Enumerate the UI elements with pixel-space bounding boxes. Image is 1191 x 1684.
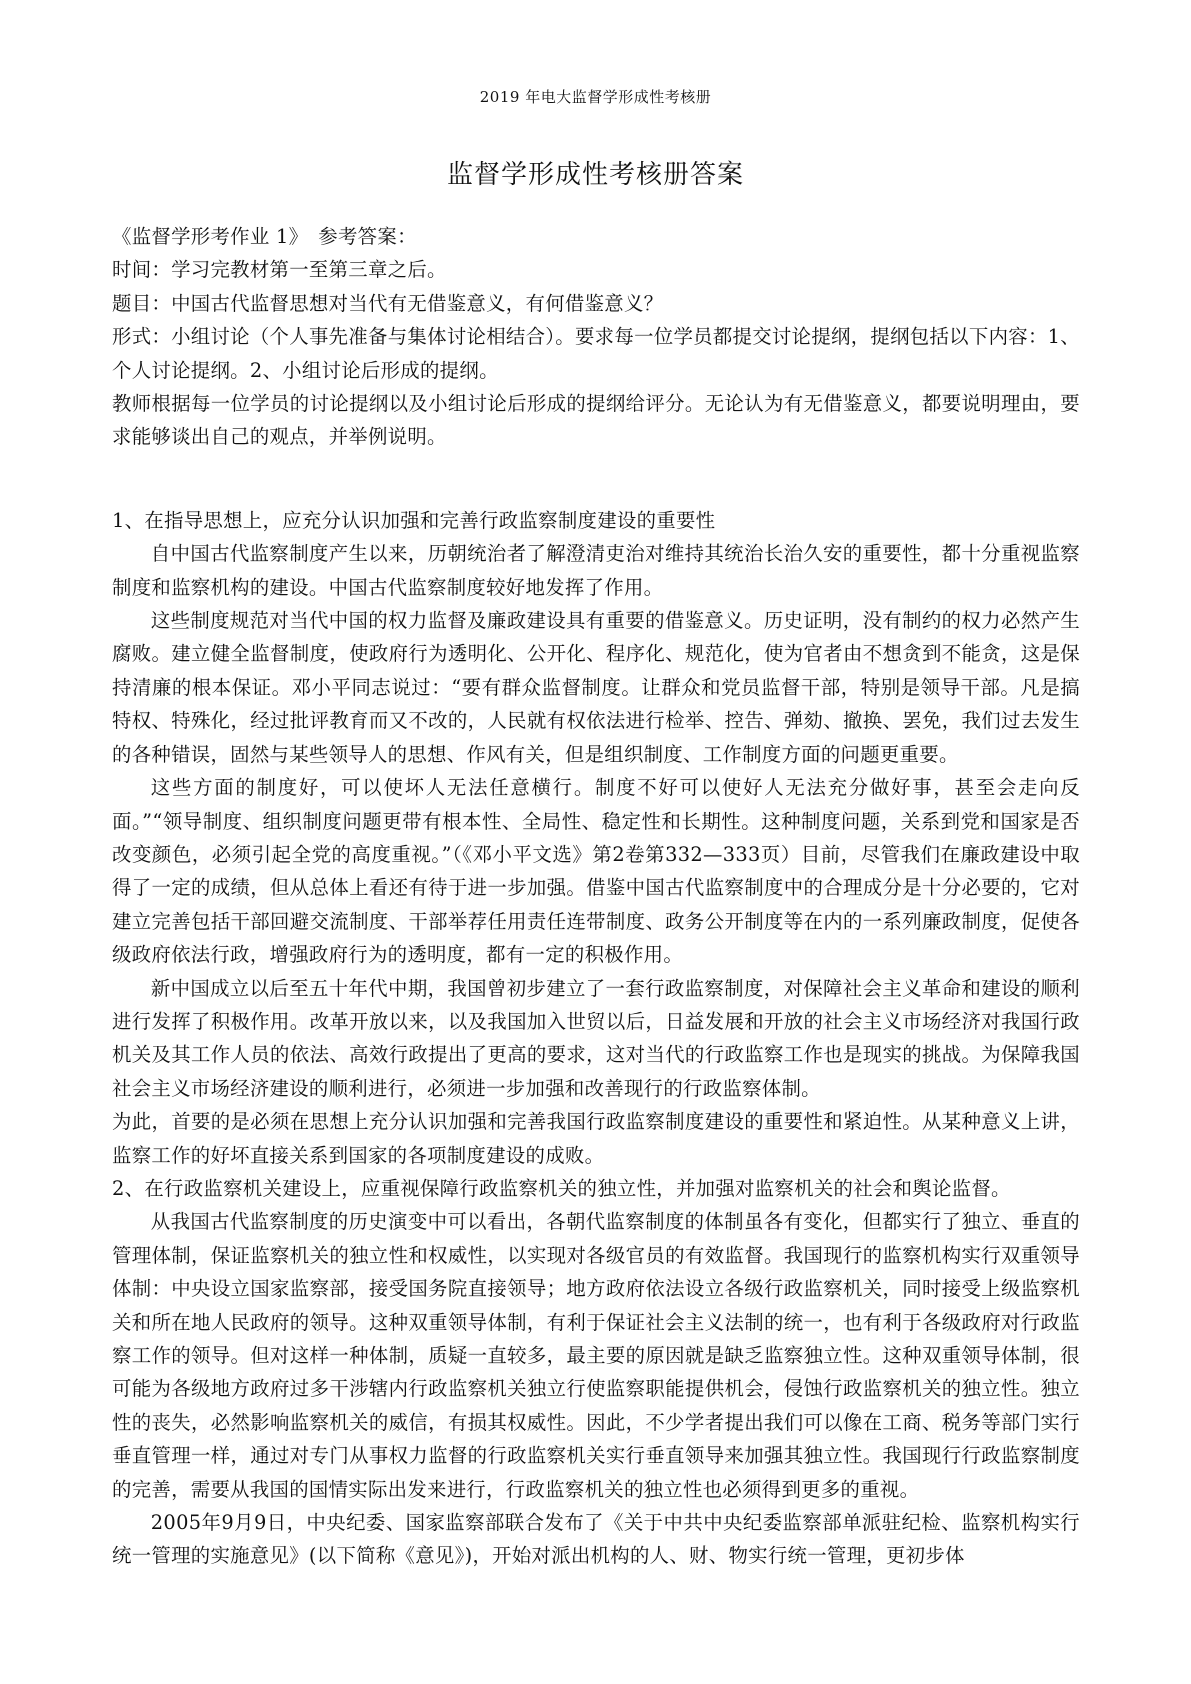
section-heading: 1、在指导思想上，应充分认识加强和完善行政监察制度建设的重要性 — [112, 508, 716, 532]
assignment-time: 时间：学习完教材第一至第三章之后。 — [112, 258, 447, 282]
section-heading: 2、在行政监察机关建设上，应重视保障行政监察机关的独立性，并加强对监察机关的社会和舆论监督。 — [112, 1176, 1011, 1200]
assignment-topic: 题目：中国古代监督思想对当代有无借鉴意义，有何借鉴意义？ — [112, 291, 664, 315]
paragraph: 新中国成立以后至五十年代中期，我国曾初步建立了一套行政监察制度，对保障社会主义革命和建设的顺利进行发挥了积极作用。改革开放以来，以及我国加入世贸以后，日益发展和开放的社会主义市场经济对我国行政机关及其工作人员的依法、高效行政提出了更高的要求，这对当代的行政监察工作也是现实的挑战。为保障我国社会主义市场经济建设的顺利进行，必须进一步加强和改善现行的行政监察体制。 — [112, 976, 1080, 1100]
paragraph: 这些制度规范对当代中国的权力监督及廉政建设具有重要的借鉴意义。历史证明，没有制约的权力必然产生腐败。建立健全监督制度，使政府行为透明化、公开化、程序化、规范化，使为官者由不想贪到不能贪，这是保持清廉的根本保证。邓小平同志说过：“要有群众监督制度。让群众和党员监督干部，特别是领导干部。凡是搞特权、特殊化，经过批评教育而又不改的，人民就有权依法进行检举、控告、弹劾、撤换、罢免，我们过去发生的各种错误，固然与某些领导人的思想、作风有关，但是组织制度、工作制度方面的问题更重要。 — [112, 609, 1080, 766]
document-body — [112, 220, 1080, 1573]
assignment-format: 形式：小组讨论（个人事先准备与集体讨论相结合）。要求每一位学员都提交讨论提纲，提纲包括以下内容：1、个人讨论提纲。2、小组讨论后形成的提纲。 — [112, 325, 1080, 382]
paragraph: 这些方面的制度好，可以使坏人无法任意横行。制度不好可以使好人无法充分做好事，甚至会走向反面。”“领导制度、组织制度问题更带有根本性、全局性、稳定性和长期性。这种制度问题，关系到党和国家是否改变颜色，必须引起全党的高度重视。”（《邓小平文选》第2卷第332—333页）目前，尽管我们在廉政建设中取得了一定的成绩，但从总体上看还有待于进一步加强。借鉴中国古代监察制度中的合理成分是十分必要的，它对建立完善包括干部回避交流制度、干部举荐任用责任连带制度、政务公开制度等在内的一系列廉政制度，促使各级政府依法行政，增强政府行为的透明度，都有一定的积极作用。 — [112, 776, 1080, 967]
paragraph: 为此，首要的是必须在思想上充分认识加强和完善我国行政监察制度建设的重要性和紧迫性。从某种意义上讲，监察工作的好坏直接关系到国家的各项制度建设的成败。 — [112, 1110, 1080, 1167]
paragraph: 2005年9月9日，中央纪委、国家监察部联合发布了《关于中共中央纪委监察部单派驻纪检、监察机构实行统一管理的实施意见》(以下简称《意见》)，开始对派出机构的人、财、物实行统一管理，更初步体 — [112, 1511, 1080, 1568]
paragraph: 自中国古代监察制度产生以来，历朝统治者了解澄清吏治对维持其统治长治久安的重要性，都十分重视监察制度和监察机构的建设。中国古代监察制度较好地发挥了作用。 — [112, 542, 1080, 599]
assignment-grading: 教师根据每一位学员的讨论提纲以及小组讨论后形成的提纲给评分。无论认为有无借鉴意义，都要说明理由，要求能够谈出自己的观点，并举例说明。 — [112, 392, 1080, 449]
spacer — [112, 454, 1080, 504]
paragraph: 从我国古代监察制度的历史演变中可以看出，各朝代监察制度的体制虽各有变化，但都实行了独立、垂直的管理体制，保证监察机关的独立性和权威性，以实现对各级官员的有效监督。我国现行的监察机构实行双重领导体制：中央设立国家监察部，接受国务院直接领导；地方政府依法设立各级行政监察机关，同时接受上级监察机关和所在地人民政府的领导。这种双重领导体制，有利于保证社会主义法制的统一，也有利于各级政府对行政监察工作的领导。但对这样一种体制，质疑一直较多，最主要的原因就是缺乏监察独立性。这种双重领导体制，很可能为各级地方政府过多干涉辖内行政监察机关独立行使监察职能提供机会，侵蚀行政监察机关的独立性。独立性的丧失，必然影响监察机关的威信，有损其权威性。因此，不少学者提出我们可以像在工商、税务等部门实行垂直管理一样，通过对专门从事权力监督的行政监察机关实行垂直领导来加强其独立性。我国现行行政监察制度的完善，需要从我国的国情实际出发来进行，行政监察机关的独立性也必须得到更多的重视。 — [112, 1210, 1080, 1501]
document-title: 监督学形成性考核册答案 — [446, 160, 744, 190]
assignment-heading: 《监督学形考作业 1》 参考答案： — [112, 225, 417, 248]
running-header: 2019 年电大监督学形成性考核册 — [479, 88, 712, 106]
